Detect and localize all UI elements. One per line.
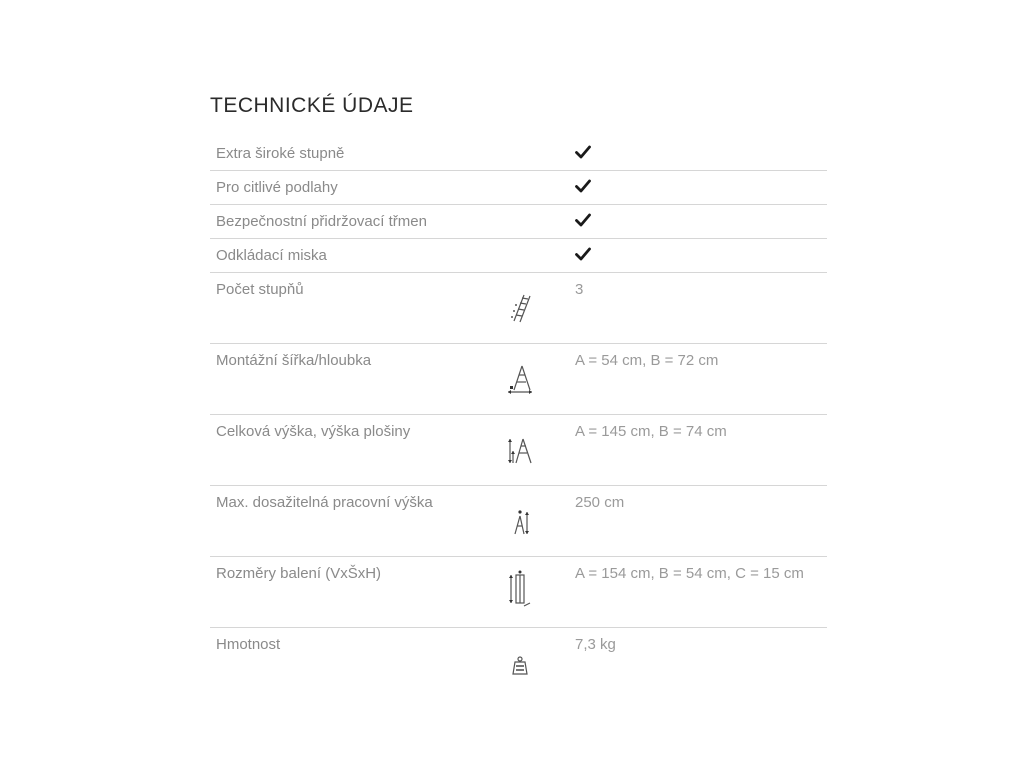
spec-label: Extra široké stupně (216, 145, 345, 162)
spec-value: 7,3 kg (575, 636, 616, 653)
spec-label: Odkládací miska (216, 247, 327, 264)
spec-label: Bezpečnostní přidržovací třmen (216, 213, 427, 230)
spec-row (210, 273, 827, 344)
check-icon (575, 145, 591, 159)
spec-value: A = 154 cm, B = 54 cm, C = 15 cm (575, 565, 804, 582)
spec-row (210, 344, 827, 415)
working-height-icon (506, 504, 534, 538)
spec-row (210, 171, 827, 205)
spec-row (210, 205, 827, 239)
spec-table (210, 137, 827, 688)
spec-value: 250 cm (575, 494, 625, 511)
spec-label: Rozměry balení (VxŠxH) (216, 565, 382, 582)
weight-icon (506, 648, 534, 682)
spec-value: 3 (575, 281, 584, 298)
spec-value: A = 145 cm, B = 74 cm (575, 423, 727, 440)
ladder-height-icon (506, 433, 534, 467)
package-dimensions-icon (506, 569, 534, 609)
check-icon (575, 213, 591, 227)
spec-label: Pro citlivé podlahy (216, 179, 338, 196)
check-icon (575, 247, 591, 261)
spec-label: Celková výška, výška plošiny (216, 423, 411, 440)
spec-row (210, 628, 827, 688)
spec-row (210, 239, 827, 273)
spec-value: A = 54 cm, B = 72 cm (575, 352, 719, 369)
spec-label: Počet stupňů (216, 281, 304, 298)
spec-label: Max. dosažitelná pracovní výška (216, 494, 433, 511)
spec-row (210, 486, 827, 557)
spec-row (210, 557, 827, 628)
ladder-steps-icon (506, 291, 534, 325)
spec-label: Hmotnost (216, 636, 281, 653)
spec-row (210, 137, 827, 171)
check-icon (575, 179, 591, 193)
page-title: TECHNICKÉ ÚDAJE (210, 94, 414, 117)
ladder-width-depth-icon (506, 362, 534, 396)
spec-label: Montážní šířka/hloubka (216, 352, 372, 369)
spec-row (210, 415, 827, 486)
